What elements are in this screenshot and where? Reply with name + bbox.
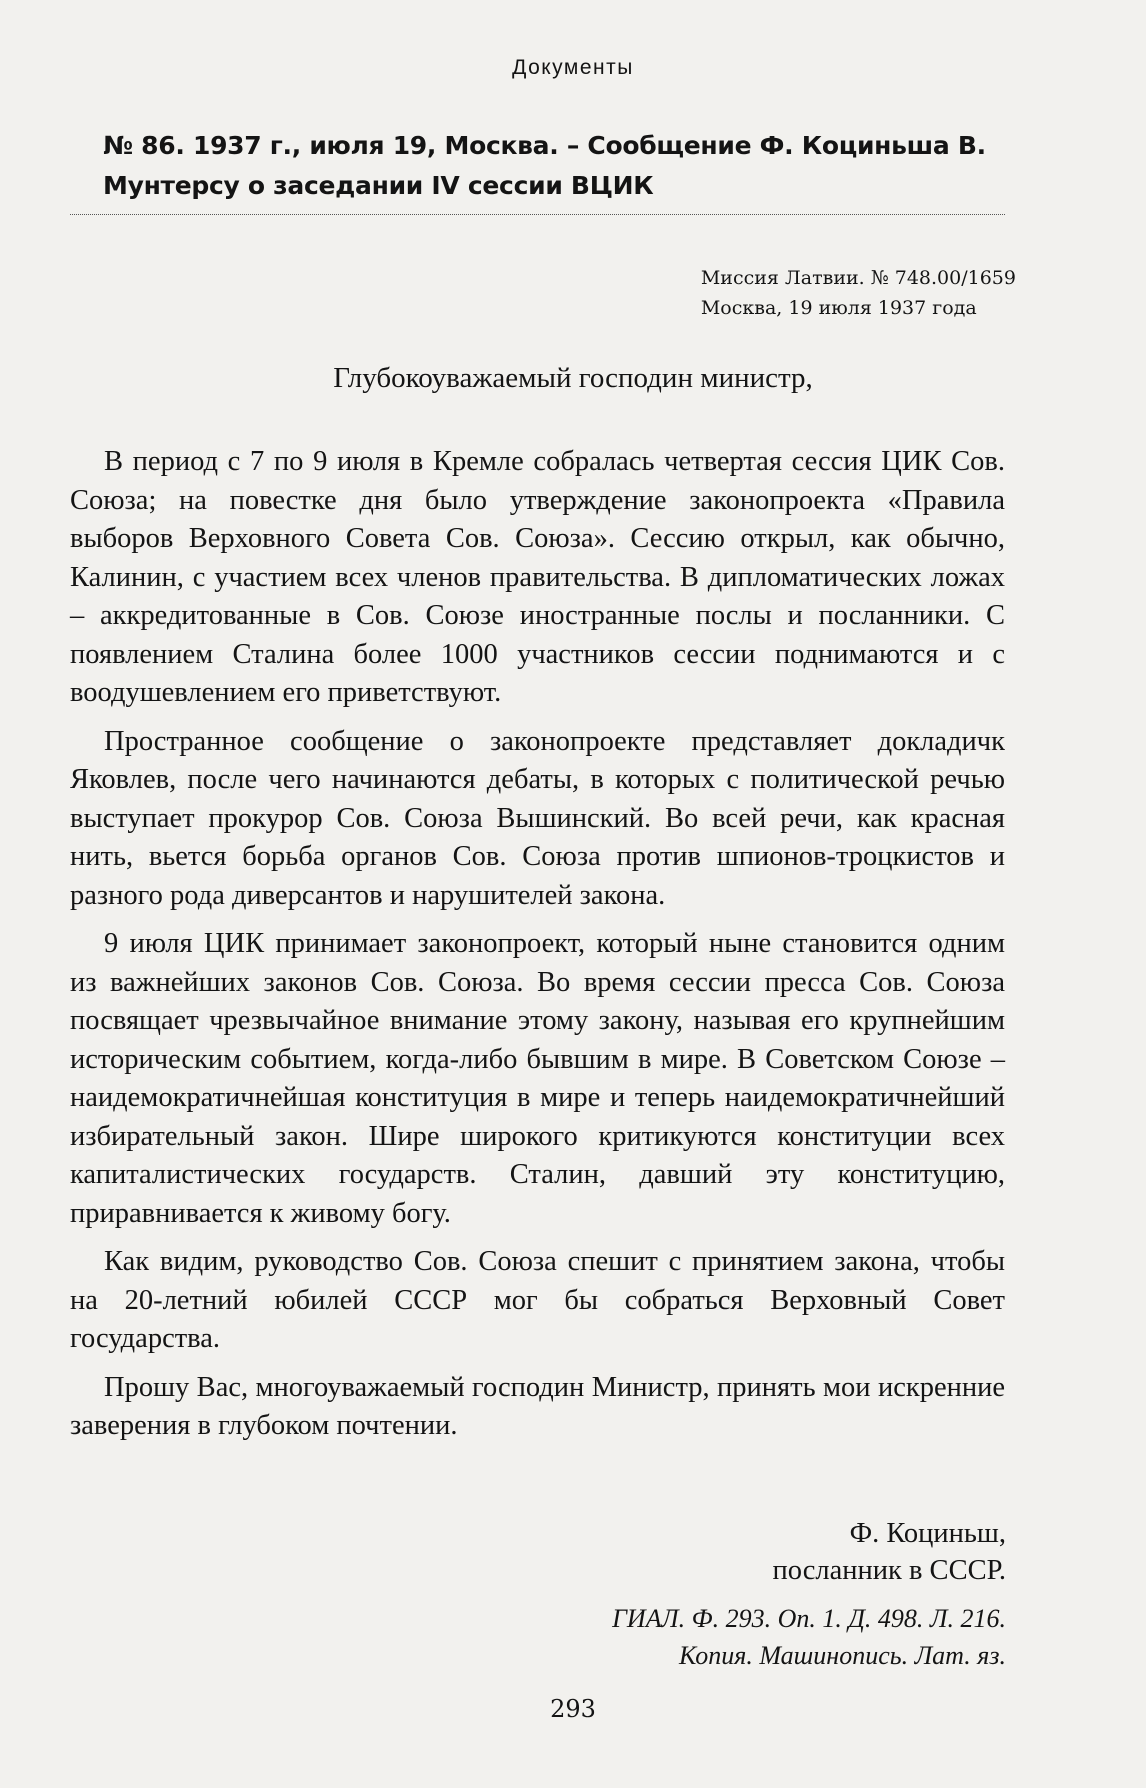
salutation: Глубокоуважаемый господин министр,: [333, 362, 813, 394]
paragraph: Прошу Вас, многоуважаемый господин Министр, принять мои искренние заверения в глубоком почтении.: [70, 1371, 1005, 1441]
document-title: № 86. 1937 г., июля 19, Москва. – Сообщение Ф. Коциньша В. Мунтерсу о заседании IV сессии ВЦИК: [103, 131, 986, 200]
letter-body: [70, 443, 1005, 1456]
signature-block: [773, 1515, 1006, 1589]
place-date: Москва, 19 июля 1937 года: [700, 297, 977, 319]
running-head: Документы: [512, 56, 634, 79]
signature-title: посланник в СССР.: [772, 1555, 1006, 1586]
signature-name: Ф. Коциньш,: [849, 1518, 1006, 1549]
paragraph: В период с 7 по 9 июля в Кремле собралась четвертая сессия ЦИК Сов. Союза; на повестке дня было утверждение законопроекта «Правила выборов Верховного Совета Сов. Союза». Сессию открыл, как обычно, Калинин, с участием всех членов правительства. В дипломатических ложах – аккредитованные в Сов. Союзе иностранные послы и посланники. С появлением Сталина более 1000 участников сессии поднимаются и с воодушевлением его приветствуют.: [70, 446, 1005, 708]
archival-source: [612, 1600, 1006, 1674]
letter-header: [701, 263, 1016, 323]
paragraph: Как видим, руководство Сов. Союза спешит с принятием закона, чтобы на 20-летний юбилей СССР мог бы собраться Верховный Совет государства.: [70, 1246, 1005, 1354]
mission-reference: Миссия Латвии. № 748.00/1659: [700, 267, 1016, 289]
source-description: Копия. Машинопись. Лат. яз.: [679, 1641, 1006, 1670]
divider: [70, 214, 1005, 215]
paragraph: 9 июля ЦИК принимает законопроект, который ныне становится одним из важнейших законов Сов. Союза. Во время сессии пресса Сов. Союза посвящает чрезвычайное внимание этому закону, называя его крупнейшим историческим событием, когда-либо бывшим в мире. В Советском Союзе – наидемократичнейшая конституция в мире и теперь наидемократичнейший избирательный закон. Шире широкого критикуются конституции всех капиталистических государств. Сталин, давший эту конституцию, приравнивается к живому богу.: [70, 928, 1005, 1229]
page-number: 293: [550, 1695, 596, 1723]
source-reference: ГИАЛ. Ф. 293. Оп. 1. Д. 498. Л. 216.: [612, 1604, 1006, 1633]
paragraph: Пространное сообщение о законопроекте представляет докладичк Яковлев, после чего начинаются дебаты, в которых с политической речью выступает прокурор Сов. Союза Вышинский. Во всей речи, как красная нить, вьется борьба органов Сов. Союза против шпионов-троцкистов и разного рода диверсантов и нарушителей закона.: [70, 725, 1005, 911]
